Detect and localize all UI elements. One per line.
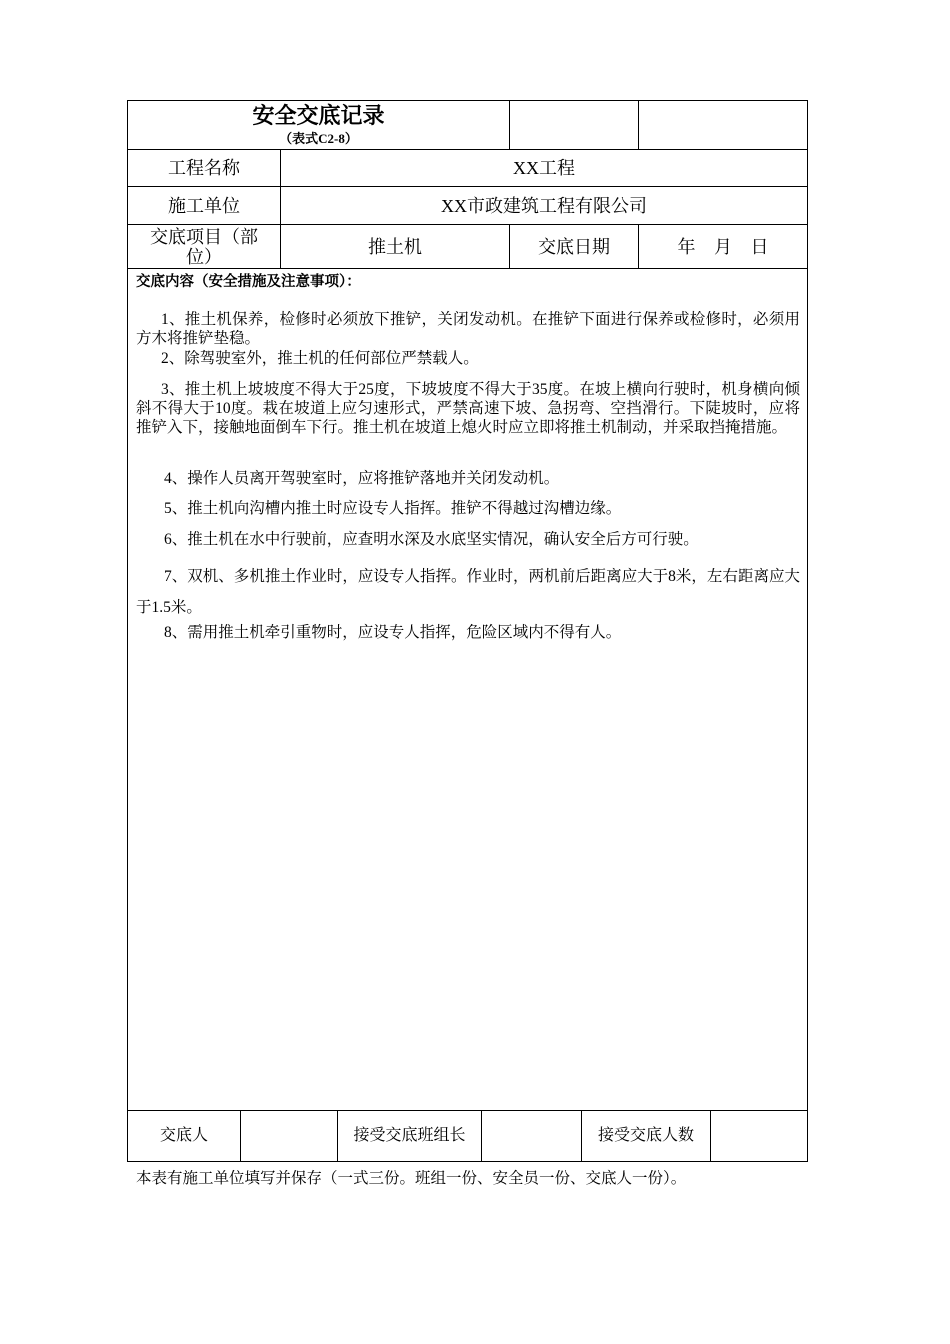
row-divider (127, 268, 808, 269)
disclosure-date-label: 交底日期 (538, 236, 610, 257)
form-title: 安全交底记录 (252, 104, 385, 129)
content-paragraph: 5、推土机向沟槽内推土时应设专人指挥。推铲不得越过沟槽边缘。 (164, 500, 622, 517)
project-name-value: XX工程 (513, 158, 575, 178)
disclosure-item-label: 交底项目（部位） (150, 226, 258, 267)
table-bottom-border (127, 1161, 808, 1162)
recipients-count-field[interactable] (711, 1111, 807, 1161)
content-paragraph: 4、操作人员离开驾驶室时，应将推铲落地并关闭发动机。 (164, 470, 560, 487)
content-paragraph: 8、需用推土机牵引重物时，应设专人指挥，危险区域内不得有人。 (164, 624, 622, 641)
table-left-border (127, 100, 128, 1162)
discloser-signature-field[interactable] (241, 1111, 337, 1161)
content-paragraph: 7、双机、多机推土作业时，应设专人指挥。作业时，两机前后距离应大于8米，左右距离应大于1.5米。 (136, 568, 800, 616)
disclosure-item-value: 推土机 (368, 236, 422, 257)
construction-unit-value: XX市政建筑工程有限公司 (441, 195, 647, 216)
content-heading: 交底内容（安全措施及注意事项）： (136, 274, 361, 290)
project-name-label: 工程名称 (168, 158, 240, 178)
table-right-border (807, 100, 808, 1162)
content-paragraph: 6、推土机在水中行驶前，应查明水深及水底坚实情况，确认安全后方可行驶。 (164, 531, 699, 548)
form-subtitle: （表式C2-8） (279, 131, 358, 146)
content-paragraph: 1、推土机保养，检修时必须放下推铲，关闭发动机。在推铲下面进行保养或检修时，必须用方木将推铲垫稳。 (136, 311, 800, 347)
col-divider (638, 100, 639, 149)
team-leader-label: 接受交底班组长 (353, 1127, 466, 1144)
content-paragraph: 2、除驾驶室外，推土机的任何部位严禁载人。 (161, 350, 479, 367)
recipients-count-label: 接受交底人数 (597, 1127, 694, 1144)
content-paragraph: 3、推土机上坡坡度不得大于25度，下坡坡度不得大于35度。在坡上横向行驶时，机身横向倾斜不得大于10度。栽在坡道上应匀速形式，严禁高速下坡、急拐弯、空挡滑行。下陡坡时，应将推铲入下，接触地面倒车下行。推土机在坡道上熄火时应立即将推土机制动，并采取挡掩措施。 (136, 381, 800, 436)
discloser-label: 交底人 (159, 1127, 208, 1144)
col-divider (509, 100, 510, 149)
footnote: 本表有施工单位填写并保存（一式三份。班组一份、安全员一份、交底人一份）。 (136, 1170, 687, 1187)
team-leader-signature-field[interactable] (482, 1111, 581, 1161)
disclosure-date-value: 年 月 日 (677, 236, 769, 257)
form-header (128, 101, 509, 149)
construction-unit-label: 施工单位 (168, 195, 240, 216)
